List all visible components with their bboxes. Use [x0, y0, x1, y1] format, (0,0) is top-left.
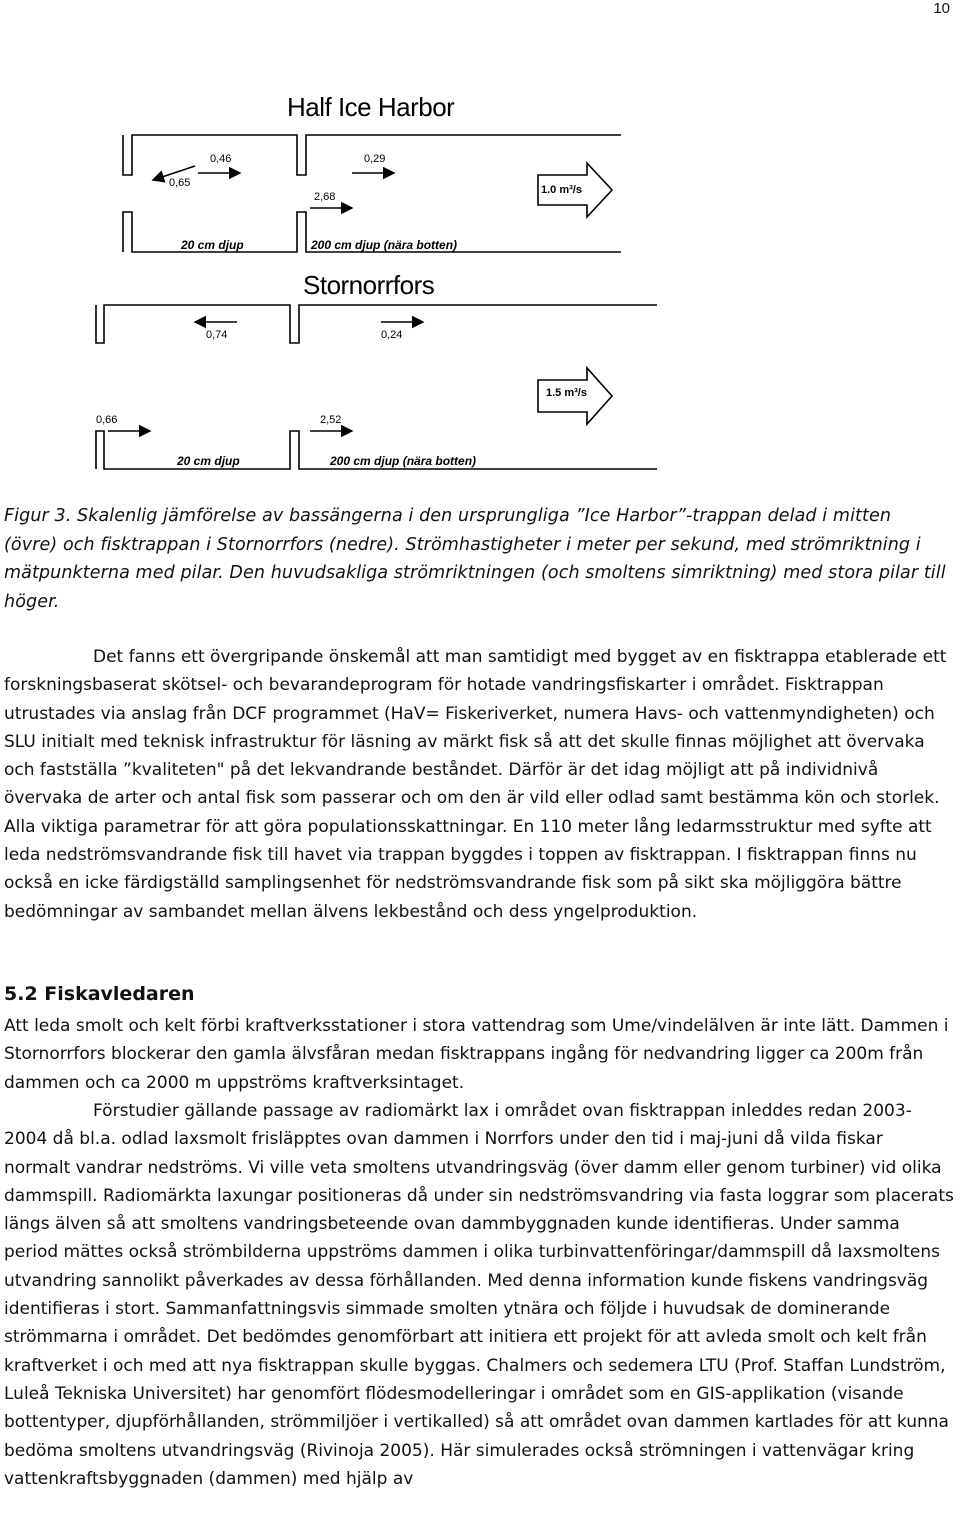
paragraph-1: Det fanns ett övergripande önskemål att man samtidigt med bygget av en fisktrappa etablerade ett forskningsbaserat skötsel- och bevarandeprogram för hotade vandringsfiskarter i området. Fisktrappan utrustades via anslag från DCF programmet (HaV= Fiskeriverket, numera Havs- och vattenmyndigheten) och SLU initialt med teknisk infrastruktur för läsning av märkt fisk så att det skulle finnas möjlighet att övervaka och fastställa ”kvaliteten" på det lekvandrande beståndet. Därför är det idag möjligt att på individnivå övervaka de arter och antal fisk som passerar och om den är vild eller odlad samt bestämma kön och storlek. Alla viktiga parametrar för att göra populationsskattningar. En 110 meter lång ledarmsstruktur med syfte att leda nedströmsvandrande fisk till havet via trappan byggdes i toppen av fisktrappan. I fisktrappan finns nu också en icke färdigställd samplingsenhet för nedströmsvandrande fisk som på sikt ska möjliggöra bättre bedömningar av sambandet mellan älvens lekbestånd och dess yngelproduktion. — [4, 647, 947, 922]
hih-speed-2: 0,29 — [364, 153, 386, 165]
hih-title: Half Ice Harbor — [287, 92, 455, 122]
hih-speed-4: 2,68 — [314, 191, 336, 203]
snf-speed-3: 0,66 — [96, 414, 118, 426]
snf-depth-left: 20 cm djup — [177, 454, 240, 468]
figure-fishway-comparison — [0, 80, 960, 480]
hih-flow-label: 1.0 m³/s — [541, 184, 582, 196]
figure-caption: Figur 3. Skalenlig jämförelse av bassängerna i den ursprungliga ”Ice Harbor”-trappan delad i mitten (övre) och fisktrappan i Stornorrfors (nedre). Strömhastigheter i meter per sekund, med strömriktning i mätpunkterna med pilar. Den huvudsakliga strömriktningen (och smoltens simriktning) med stora pilar till höger. — [4, 506, 946, 612]
hih-speed-1: 0,46 — [210, 153, 232, 165]
snf-title: Stornorrfors — [303, 270, 435, 300]
paragraph-2: Att leda smolt och kelt förbi kraftverksstationer i stora vattendrag som Ume/vindelälven är inte lätt. Dammen i Stornorrfors blockerar den gamla älvsfåran medan fisktrappans ingång för nedvandring ligger ca 200m från dammen och ca 2000 m uppströms kraftverksintaget. — [4, 1016, 949, 1093]
snf-speed-4: 2,52 — [320, 414, 342, 426]
snf-depth-right: 200 cm djup (nära botten) — [330, 454, 477, 468]
snf-flow-label: 1.5 m³/s — [546, 387, 587, 399]
paragraph-3: Förstudier gällande passage av radiomärkt lax i området ovan fisktrappan inleddes redan 2003-2004 då bl.a. odlad laxsmolt frisläpptes ovan dammen i Norrfors under den tid i maj-juni då vilda fiskar normalt vandrar nedströms. Vi ville veta smoltens utvandringsväg (över damm eller genom turbiner) vid olika dammspill. Radiomärkta laxungar positioneras då under sin nedströmsvandring via fasta loggrar som placerats längs älven så att smoltens vandringsbeteende ovan dammbyggnaden kunde identifieras. Under samma period mättes också strömbilderna uppströms dammen i olika turbinvattenföringar/dammspill då laxsmoltens utvandring sannolikt påverkades av dessa förhållanden. Med denna information kunde fiskens vandringsväg identifieras i stort. Sammanfattningsvis simmade smolten ytnära och följde i huvudsak de dominerande strömmarna i området. Det bedömdes genomförbart att initiera ett projekt för att avleda smolt och kelt från kraftverket i och med att nya fisktrappan skulle byggas. Chalmers och sedemera LTU (Prof. Staffan Lundström, Luleå Tekniska Universitet) har genomfört flödesmodelleringar i området som en GIS-applikation (visande bottentyper, djupförhållanden, strömmiljöer i vertikalled) så att området ovan dammen kartlades för att kunna bedöma smoltens utvandringsväg (Rivinoja 2005). Här simulerades också strömningen i vattenvägar kring vattenkraftsbyggnaden (dammen) med hjälp av — [4, 1101, 954, 1489]
page-number: 10 — [933, 0, 950, 17]
section-heading: 5.2 Fiskavledaren — [4, 983, 195, 1005]
snf-speed-1: 0,74 — [206, 329, 228, 341]
snf-speed-2: 0,24 — [381, 329, 403, 341]
hih-depth-right: 200 cm djup (nära botten) — [311, 238, 458, 252]
fishway-diagram — [0, 80, 960, 480]
snf-top-wall — [96, 305, 657, 343]
hih-speed-3: 0,65 — [169, 177, 191, 189]
hih-depth-left: 20 cm djup — [181, 238, 244, 252]
